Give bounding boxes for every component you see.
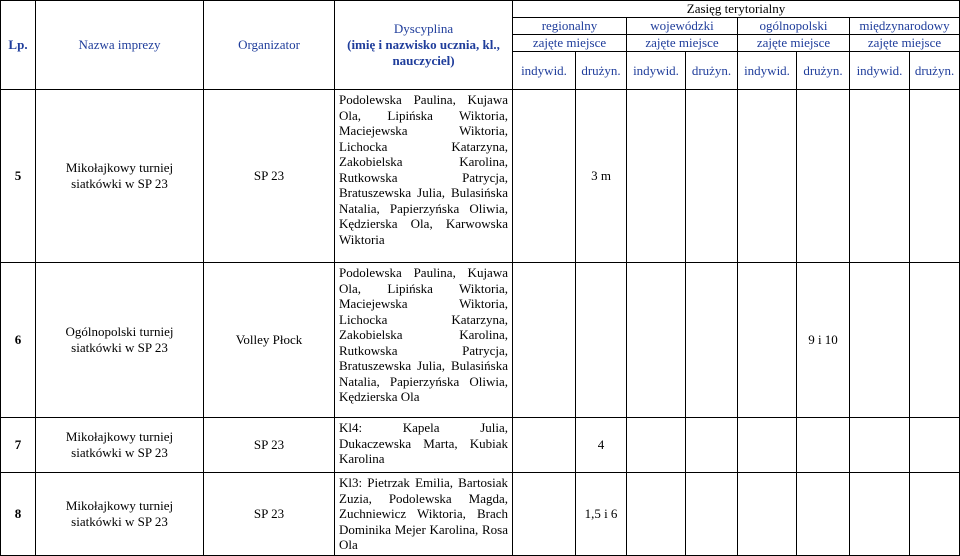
cell-international-individual [850,263,910,418]
cell-international-individual [850,90,910,263]
row-event [36,473,204,556]
header-organizer: Organizator [204,1,335,90]
row-event-line1: Mikołajkowy turniej [65,497,174,513]
header-discipline [335,1,513,90]
row-lp: 5 [1,90,36,263]
cell-voivodeship-individual [627,90,686,263]
row-event-line2: siatkówki w SP 23 [71,445,168,460]
table-row [1,263,960,418]
row-organizer: SP 23 [204,90,335,263]
header-discipline-line1: Dyscyplina [393,21,454,36]
cell-national-individual [738,90,797,263]
row-event [36,263,204,418]
header-discipline-line3: nauczyciel) [392,53,455,68]
header-discipline-line2: (imię i nazwisko ucznia, kl., [347,37,500,52]
row-organizer: SP 23 [204,473,335,556]
header-voivodeship-team: drużyn. [686,52,738,90]
cell-international-team [910,90,960,263]
header-international-team: drużyn. [910,52,960,90]
cell-voivodeship-individual [627,473,686,556]
cell-regional-individual [513,418,576,473]
row-event [36,418,204,473]
row-event-line1: Mikołajkowy turniej [65,160,174,175]
row-participants: Kl4: Kapela Julia, Dukaczewska Marta, Kubiak Karolina [335,418,513,473]
table-row [1,418,960,473]
table-row [1,473,960,556]
cell-national-individual [738,418,797,473]
table-row [1,90,960,263]
cell-voivodeship-individual [627,418,686,473]
cell-voivodeship-team [686,263,738,418]
header-scope: Zasięg terytorialny [513,1,960,18]
header-regional-individual: indywid. [513,52,576,90]
cell-regional-individual [513,473,576,556]
row-event-line1: Ogólnopolski turniej [65,324,174,339]
row-lp: 8 [1,473,36,556]
cell-regional-individual [513,90,576,263]
row-event-line2: siatkówki w SP 23 [71,340,168,355]
cell-voivodeship-team [686,473,738,556]
cell-national-team: 9 i 10 [797,263,850,418]
cell-regional-team [576,263,627,418]
row-organizer: Volley Płock [204,263,335,418]
row-event-line2: siatkówki w SP 23 [71,513,168,529]
cell-regional-team: 3 m [576,90,627,263]
header-place-regional: zajęte miejsce [513,35,627,52]
row-participants: Podolewska Paulina, Kujawa Ola, Lipińska Wiktoria, Maciejewska Wiktoria, Lichocka Katarzyna, Zakobielska Karolina, Rutkowska Patrycja, Bratuszewska Julia, Bulasińska Natalia, Papierzyńska Oliwia, Kędzierska Ola, Karwowska Wiktoria [335,90,513,263]
cell-international-individual [850,473,910,556]
cell-international-team [910,473,960,556]
cell-voivodeship-team [686,90,738,263]
cell-voivodeship-individual [627,263,686,418]
header-level-regional: regionalny [513,18,627,35]
cell-national-team [797,418,850,473]
cell-national-team [797,90,850,263]
header-event: Nazwa imprezy [36,1,204,90]
cell-international-team [910,418,960,473]
cell-national-individual [738,263,797,418]
row-event-line1: Mikołajkowy turniej [65,429,174,444]
cell-international-individual [850,418,910,473]
cell-regional-team: 1,5 i 6 [576,473,627,556]
cell-voivodeship-team [686,418,738,473]
row-participants: Kl3: Pietrzak Emilia, Bartosiak Zuzia, Podolewska Magda, Zuchniewicz Wiktoria, Brach Dominika Mejer Karolina, Rosa Ola [335,473,513,556]
cell-regional-team: 4 [576,418,627,473]
header-regional-team: drużyn. [576,52,627,90]
cell-regional-individual [513,263,576,418]
header-level-international: międzynarodowy [850,18,960,35]
header-international-individual: indywid. [850,52,910,90]
header-place-national: zajęte miejsce [738,35,850,52]
row-event [36,90,204,263]
header-place-voivodeship: zajęte miejsce [627,35,738,52]
header-level-voivodeship: wojewódzki [627,18,738,35]
row-organizer: SP 23 [204,418,335,473]
cell-international-team [910,263,960,418]
header-level-national: ogólnopolski [738,18,850,35]
header-national-individual: indywid. [738,52,797,90]
row-event-line2: siatkówki w SP 23 [71,176,168,191]
header-national-team: drużyn. [797,52,850,90]
cell-national-team [797,473,850,556]
header-lp: Lp. [1,1,36,90]
header-place-international: zajęte miejsce [850,35,960,52]
cell-national-individual [738,473,797,556]
row-participants: Podolewska Paulina, Kujawa Ola, Lipińska Wiktoria, Maciejewska Wiktoria, Lichocka Katarzyna, Zakobielska Karolina, Rutkowska Patrycja, Bratuszewska Julia, Bulasińska Natalia, Papierzyńska Oliwia, Kędzierska Ola [335,263,513,418]
row-lp: 6 [1,263,36,418]
row-lp: 7 [1,418,36,473]
header-voivodeship-individual: indywid. [627,52,686,90]
